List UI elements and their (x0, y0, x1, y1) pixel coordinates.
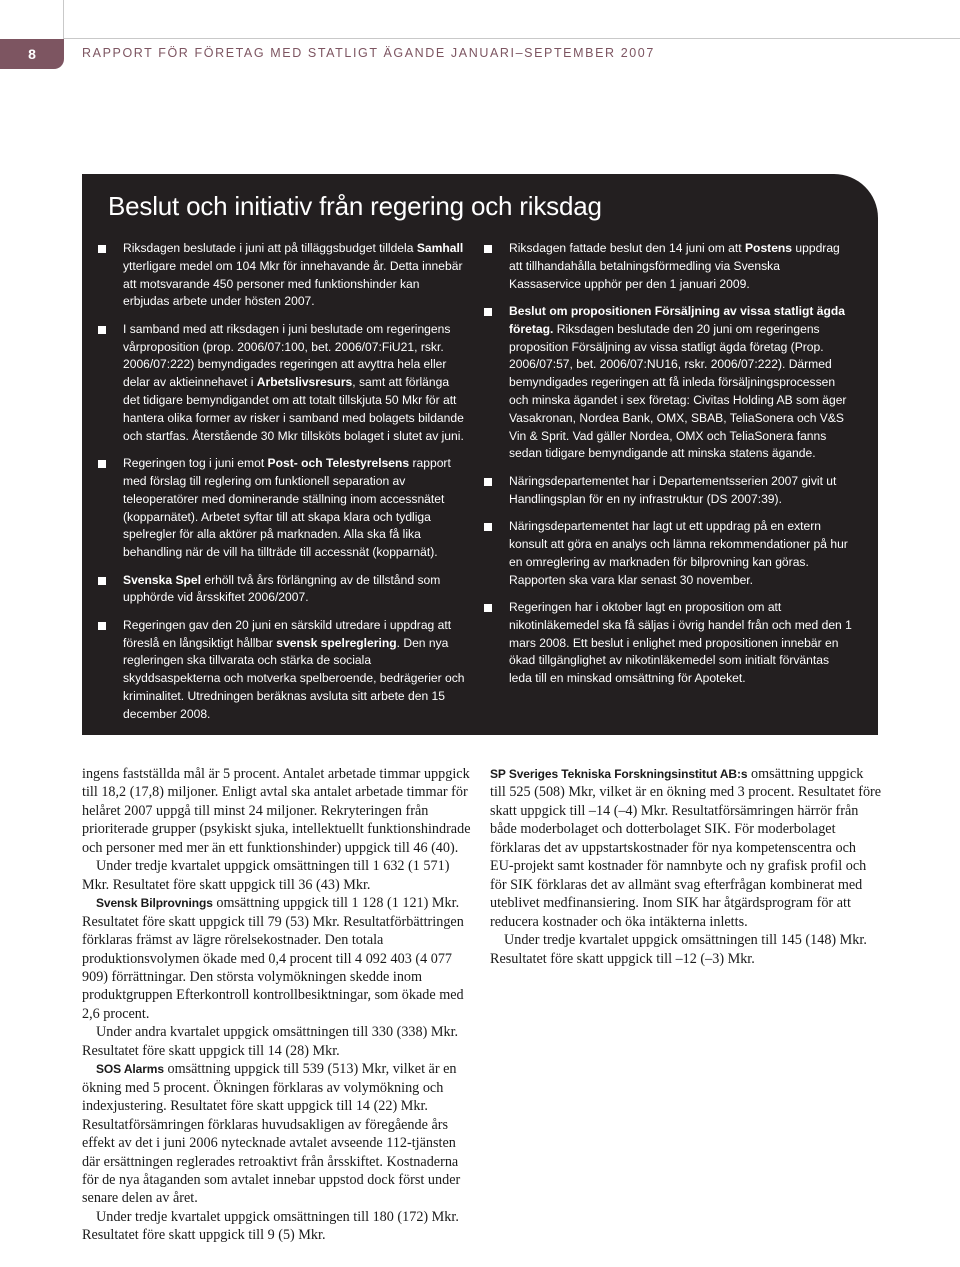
text-run: I samband med att riksdagen i juni beslutade om regeringens vårproposition (prop. 2006/07:100, bet. 2006/07:FiU21, rskr. 2006/07:222) bemyndigades regeringen att avyttra hela eller delar av aktieinnehavet i (123, 321, 451, 390)
fact-box-item (123, 240, 469, 311)
text-run: Näringsdepartementet har lagt ut ett uppdrag på en extern konsult att göra en analys och lämna rekommendationer på hur en omreglering av marknaden för bilprovning kan göras. Rapporten ska vara klar senast 30 november. (509, 519, 848, 587)
text-run: omsättning uppgick till 525 (508) Mkr, vilket är en ökning med 3 procent. Resultatet före skatt uppgick till –14 (–4) Mkr. Resultatförsämringen härrör från både moderbolaget och dotterbolaget SIK. För moderbolaget förklaras det av uppstartskostnader för nya kompetenscentra och EU-projekt samt kostnader för namnbyte och ny grafisk profil och för SIK förklaras det av allmänt svag efterfrågan kombinerat med uteblivet medfinansiering. Inom SIK har åtgärdsprogram för att reducera kostnader och öka intäkterna inletts. (490, 766, 882, 930)
text-run: rapport med förslag till reglering om funktionell separation av teleoperatörer med dominerande ställning inom accessnätet (kopparnätet). Arbetet syftar till att skapa klara och tydliga spelregler för alla aktörer på marknaden. Alla ska få lika behandling när de vill ha tillträde till accessnät (kopparnät). (123, 456, 451, 560)
fact-box-title: Beslut och initiativ från regering och riksdag (108, 191, 602, 221)
text-run: Under andra kvartalet uppgick omsättningen till 330 (338) Mkr. Resultatet före skatt uppgick till 14 (28) Mkr. (82, 1024, 459, 1059)
square-bullet-icon (484, 523, 492, 531)
text-run: uppdrag att tillhandahålla betalningsförmedling via Svenska Kassaservice upphör per den 1 januari 2009. (509, 241, 840, 291)
text-run: , samt att förlänga det tidigare bemyndigandet om att totalt tillskjuta 50 Mkr för att hantera olika former av risker i samband med bolagets bildande och startfas. Återstående 30 Mkr tillsköts bolaget i slutet av juni. (123, 375, 464, 443)
header-vertical-rule (63, 0, 64, 40)
text-run: Näringsdepartementet har i Departementsserien 2007 givit ut Handlingsplan för en ny infrastruktur (DS 2007:39). (509, 473, 837, 506)
body-paragraph (82, 857, 472, 894)
body-paragraph (82, 894, 472, 1023)
emphasis-text: Svensk Bilprovnings (96, 896, 213, 911)
text-run: Riksdagen fattade beslut den 14 juni om att (509, 241, 745, 255)
fact-box (82, 174, 878, 735)
fact-box-item (509, 599, 854, 688)
emphasis-text: Svenska Spel (123, 572, 201, 587)
fact-box-item (509, 518, 854, 589)
body-text-left-column (82, 765, 472, 1245)
body-text-right-column (490, 765, 882, 968)
emphasis-text: Postens (744, 241, 793, 255)
emphasis-text: svensk spelreglering (276, 635, 397, 650)
fact-box-left-column (123, 240, 469, 724)
text-run: Riksdagen beslutade den 20 juni om regeringens proposition Försäljning av vissa statligt ägda företag (Prop. 2006/07:57, bet. 2006/07:NU16, rskr. 2006/07:222). Därmed bemyndigades regeringen att få inleda försäljningsprocessen och minska ägandet i sex företag: Civitas Holding AB som äger Vasakronan, Nordea Bank, OMX, SBAB, TeliaSonera och V&S Vin & Sprit. Vad gäller Nordea, OMX och TeliaSonera fanns sedan tidigare bemyndigande att minska statens ägande. (509, 321, 847, 461)
text-run: Riksdagen beslutade i juni att på tilläggsbudget tilldela (123, 241, 417, 255)
body-paragraph (82, 1060, 472, 1208)
text-run: ingens fastställda mål är 5 procent. Antalet arbetade timmar uppgick till 18,2 (17,8) miljoner. Enligt avtal ska antalet arbetade timmar för helåret 2007 uppgå till minst 24 miljoner. Rekryteringen från prioriterade grupper (psykiskt sjuka, intellektuellt funktionshindrade och personer med mer än ett funktionshinder) uppgick till 46 (40). (82, 766, 471, 856)
text-run: Regeringen gav den 20 juni en särskild utredare i uppdrag att föreslå en långsiktigt hållbar (123, 617, 452, 650)
body-paragraph (82, 1023, 472, 1060)
body-paragraph (82, 765, 472, 857)
text-run: Under tredje kvartalet uppgick omsättningen till 1 632 (1 571) Mkr. Resultatet före skatt uppgick till 36 (43) Mkr. (82, 858, 450, 893)
emphasis-text: Samhall (416, 241, 464, 255)
body-paragraph (490, 765, 882, 931)
fact-box-item (123, 321, 469, 446)
square-bullet-icon (98, 460, 106, 468)
fact-box-right-column (509, 240, 854, 688)
text-run: omsättning uppgick till 539 (513) Mkr, vilket är en ökning med 5 procent. Ökningen förklaras av volymökning och indexjustering. Resultatet före skatt uppgick till 14 (22) Mkr. Resultatförsämringen förklaras huvudsakligen av föregående års effekt av det i juni 2006 nytecknade avtalet avseende 112-tjänsten där ersättningen reglerades retroaktivt från årsskiftet. Kostnaderna för de nya åtaganden som avtalet innebar uppstod dock först under senare delen av året. (82, 1061, 461, 1207)
emphasis-text: SOS Alarms (96, 1062, 164, 1077)
square-bullet-icon (484, 604, 492, 612)
header-rule (63, 38, 960, 39)
emphasis-text: Post- och Telestyrelsens (267, 456, 410, 471)
square-bullet-icon (484, 308, 492, 316)
fact-box-item (509, 240, 854, 293)
emphasis-text: Beslut om propositionen Försäljning av vissa statligt ägda företag. (509, 304, 845, 336)
running-head: RAPPORT FÖR FÖRETAG MED STATLIGT ÄGANDE JANUARI–SEPTEMBER 2007 (82, 46, 655, 60)
fact-box-item (509, 473, 854, 509)
square-bullet-icon (98, 622, 106, 630)
text-run: Regeringen har i oktober lagt en proposition om att nikotinläkemedel ska få säljas i övrig handel från och med den 1 mars 2008. Ett beslut i enlighet med propositionen innebär en ökad tillgänglighet av nikotinläkemedel som initialt förväntas leda till en minskad omsättning för Apoteket. (509, 600, 852, 686)
text-run: erhöll två års förlängning av de tillstånd som upphörde vid årsskiftet 2006/2007. (123, 572, 441, 605)
text-run: Under tredje kvartalet uppgick omsättningen till 180 (172) Mkr. Resultatet före skatt uppgick till 9 (5) Mkr. (82, 1208, 459, 1244)
square-bullet-icon (484, 245, 492, 253)
text-run: Under tredje kvartalet uppgick omsättningen till 145 (148) Mkr. Resultatet före skatt uppgick till –12 (–3) Mkr. (490, 932, 867, 967)
page-number: 8 (0, 39, 64, 69)
body-paragraph (82, 1208, 472, 1245)
square-bullet-icon (484, 478, 492, 486)
text-run: omsättning uppgick till 1 128 (1 121) Mkr. Resultatet före skatt uppgick till 79 (53) Mkr. Resultatförbättringen förklaras främst av lägre rörelsekostnader. Den totala produktionsvolymen ökade med 0,4 procent till 4 092 403 (4 077 909) förrättningar. Den största volymökningen skedde inom produktgruppen Efterkontroll kontrollbesiktningar, som ökade med 2,6 procent. (82, 895, 464, 1022)
fact-box-item (123, 617, 469, 724)
emphasis-text: Arbetslivsresurs (256, 375, 353, 390)
emphasis-text: SP Sveriges Tekniska Forskningsinstitut AB:s (490, 767, 748, 781)
fact-box-item (123, 455, 469, 562)
text-run: . Den nya regleringen ska tillvarata och stärka de sociala skyddsaspekterna och motverka spelberoende, bedrägerier och kriminalitet. Utredningen beräknas avsluta sitt arbete den 15 december 2008. (123, 635, 465, 721)
text-run: Regeringen tog i juni emot (123, 456, 268, 471)
square-bullet-icon (98, 326, 106, 334)
square-bullet-icon (98, 577, 106, 585)
body-paragraph (490, 931, 882, 968)
text-run: ytterligare medel om 104 Mkr för innehavande år. Detta innebär att motsvarande 450 personer med funktionshinder kan erbjudas arbete under hösten 2007. (123, 258, 463, 309)
fact-box-item (123, 572, 469, 608)
fact-box-item (509, 303, 854, 463)
square-bullet-icon (98, 245, 106, 253)
